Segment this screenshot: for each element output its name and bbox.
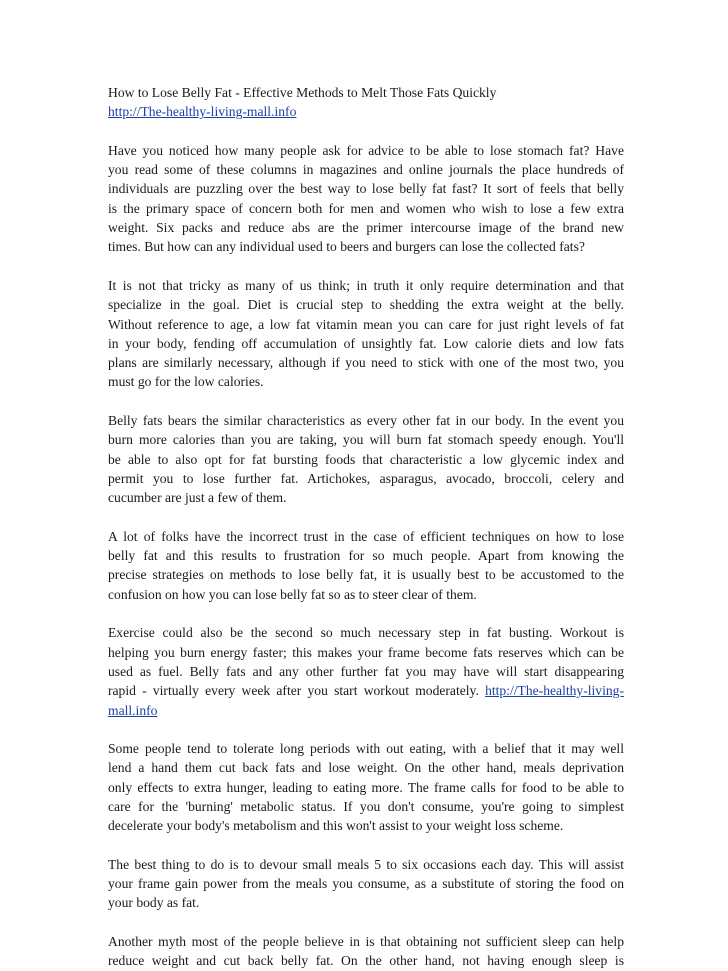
paragraph-line: reduce weight and cut back belly fat. On the other hand, not having enough sleep is [108, 953, 624, 969]
inline-link[interactable]: http://The-healthy-living- [485, 683, 624, 699]
inline-link-continued[interactable]: mall.info [108, 702, 158, 718]
paragraph-line: your body as fat. [108, 895, 200, 911]
paragraph [108, 411, 624, 507]
paragraph-line [108, 681, 624, 700]
paragraph-line: Exercise could also be the second so much necessary step in fat busting. Workout is [108, 625, 624, 641]
paragraph-line: Another myth most of the people believe in is that obtaining not sufficient sleep can help [108, 934, 624, 950]
paragraph-line: be able to also opt for fat bursting foods that characteristic a low glycemic index and [108, 451, 624, 467]
paragraph-line: specialize in the goal. Diet is crucial step to shedding the extra weight at the belly. [108, 297, 624, 313]
paragraph-line: cucumber are just a few of them. [108, 490, 287, 506]
paragraph-line: is the primary space of concern both for men and women who wish to lose a few extra [108, 200, 624, 216]
paragraph-line: must go for the low calories. [108, 374, 264, 390]
paragraph-line: used as fuel. Belly fats and any other further fat you may have will start disappearing [108, 663, 624, 679]
paragraph-line: helping you burn energy faster; this makes your frame become fats reserves which can be [108, 644, 624, 660]
paragraph [108, 623, 624, 719]
source-link[interactable]: http://The-healthy-living-mall.info [108, 104, 297, 120]
paragraph-line: belly fat and this results to frustration for so much people. Apart from knowing the [108, 548, 624, 564]
paragraph-line [108, 701, 624, 720]
paragraph-line: confusion on how you can lose belly fat so as to steer clear of them. [108, 586, 477, 602]
paragraph-text: rapid - virtually every week after you start workout moderately. [108, 683, 486, 699]
paragraph-line: care for the 'burning' metabolic status. If you don't consume, you're going to simplest [108, 798, 624, 814]
paragraph-line: burn more calories than you are taking, you will burn fat stomach speedy enough. You'll [108, 432, 624, 448]
paragraph-line: individuals are puzzling over the best way to lose belly fat fast? It sort of feels that belly [108, 181, 624, 197]
paragraph-line: in your body, fending off accumulation of unsightly fat. Low calorie diets and low fats [108, 335, 624, 351]
paragraph [108, 527, 624, 604]
paragraph [108, 855, 624, 913]
paragraph-line: The best thing to do is to devour small meals 5 to six occasions each day. This will assist [108, 856, 624, 872]
paragraph-line: Without reference to age, a low fat vitamin mean you can care for just right levels of fat [108, 316, 624, 332]
paragraph-line: permit you to lose further fat. Artichokes, asparagus, avocado, broccoli, celery and [108, 470, 624, 486]
paragraph-line: only effects to extra hunger, leading to eating more. The frame calls for food to be able to [108, 779, 624, 795]
paragraph-line: lend a hand them cut back fats and lose weight. On the other hand, meals deprivation [108, 760, 624, 776]
paragraph [108, 739, 624, 835]
paragraph-line: weight. Six packs and reduce abs are the primer intercourse image of the brand new [108, 220, 624, 236]
paragraph-line: times. But how can any individual used to beers and burgers can lose the collected fats? [108, 239, 585, 255]
paragraph-line: It is not that tricky as many of us think; in truth it only require determination and that [108, 277, 624, 293]
paragraph [108, 141, 624, 257]
paragraph-line: you read some of these columns in magazines and online journals the place hundreds of [108, 162, 624, 178]
paragraph-line: decelerate your body's metabolism and this won't assist to your weight loss scheme. [108, 818, 564, 834]
paragraph-line: A lot of folks have the incorrect trust in the case of efficient techniques on how to lose [108, 528, 624, 544]
paragraph-line: Have you noticed how many people ask for advice to be able to lose stomach fat? Have [108, 142, 624, 158]
paragraph-line: Belly fats bears the similar characteristics as every other fat in our body. In the event you [108, 413, 624, 429]
paragraph-line: precise strategies on methods to lose belly fat, it is usually best to be accustomed to the [108, 567, 624, 583]
paragraph [108, 276, 624, 392]
document-page [108, 83, 624, 971]
document-title: How to Lose Belly Fat - Effective Methods to Melt Those Fats Quickly [108, 85, 497, 100]
paragraph-line: your frame gain power from the meals you consume, as a substitute of storing the food on [108, 876, 624, 892]
paragraph-line: Some people tend to tolerate long periods with out eating, with a belief that it may well [108, 741, 624, 757]
paragraph-line: plans are similarly necessary, although if you need to stick with one of the most two, you [108, 355, 624, 371]
paragraph [108, 932, 624, 971]
